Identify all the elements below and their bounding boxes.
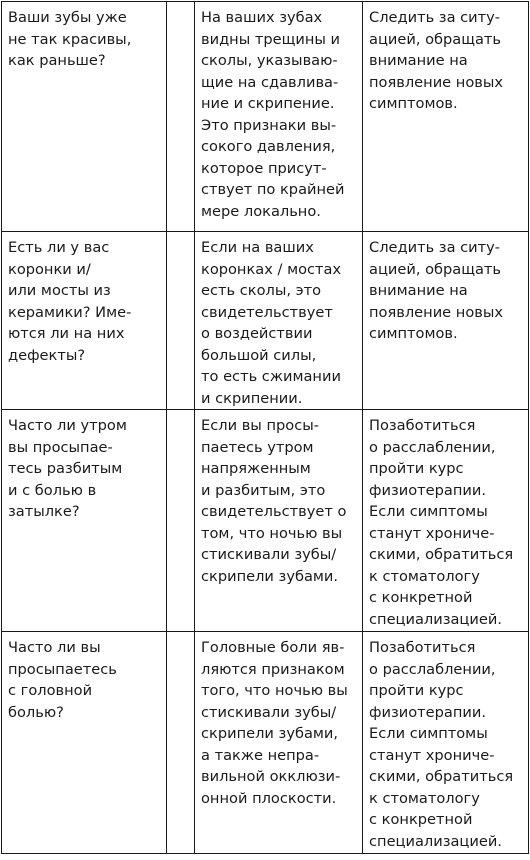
meaning-cell: Если на ваших коронках / мостах есть сколы, это свидетельствует о воздействии большой силы, то есть сжимании и скрипении. bbox=[195, 232, 363, 410]
question-cell: Часто ли вы просыпаетесь с головной болью? bbox=[2, 632, 167, 854]
symptom-table bbox=[1, 1, 529, 854]
spacer-cell bbox=[167, 410, 195, 632]
table-row bbox=[2, 2, 529, 232]
spacer-cell bbox=[167, 632, 195, 854]
spacer-cell bbox=[167, 232, 195, 410]
table-row bbox=[2, 232, 529, 410]
question-cell: Часто ли утром вы просыпае- тесь разбитым и с болью в затылке? bbox=[2, 410, 167, 632]
question-cell: Есть ли у вас коронки и/ или мосты из керамики? Име- ются ли на них дефекты? bbox=[2, 232, 167, 410]
action-cell: Следить за ситу- ацией, обращать внимание на появление новых симптомов. bbox=[363, 2, 529, 232]
action-cell: Позаботиться о расслаблении, пройти курс физиотерапии. Если симптомы станут хрониче- скими, обратиться к стоматологу с конкретной специализацией. bbox=[363, 410, 529, 632]
spacer-cell bbox=[167, 2, 195, 232]
meaning-cell: На ваших зубах видны трещины и сколы, указываю- щие на сдавлива- ние и скрипение. Это признаки вы- сокого давления, которое присут- ствует по крайней мере локально. bbox=[195, 2, 363, 232]
meaning-cell: Если вы просы- паетесь утром напряженным и разбитым, это свидетельствует о том, что ночью вы стискивали зубы/ скрипели зубами. bbox=[195, 410, 363, 632]
action-cell: Позаботиться о расслаблении, пройти курс физиотерапии. Если симптомы станут хрониче- скими, обратиться к стоматологу с конкретной специализацией. bbox=[363, 632, 529, 854]
table-row bbox=[2, 410, 529, 632]
question-cell: Ваши зубы уже не так красивы, как раньше? bbox=[2, 2, 167, 232]
meaning-cell: Головные боли яв- ляются признаком того, что ночью вы стискивали зубы/ скрипели зубами, а также непра- вильной окклюзи- онной плоскости. bbox=[195, 632, 363, 854]
table-row bbox=[2, 632, 529, 854]
action-cell: Следить за ситу- ацией, обращать внимание на появление новых симптомов. bbox=[363, 232, 529, 410]
